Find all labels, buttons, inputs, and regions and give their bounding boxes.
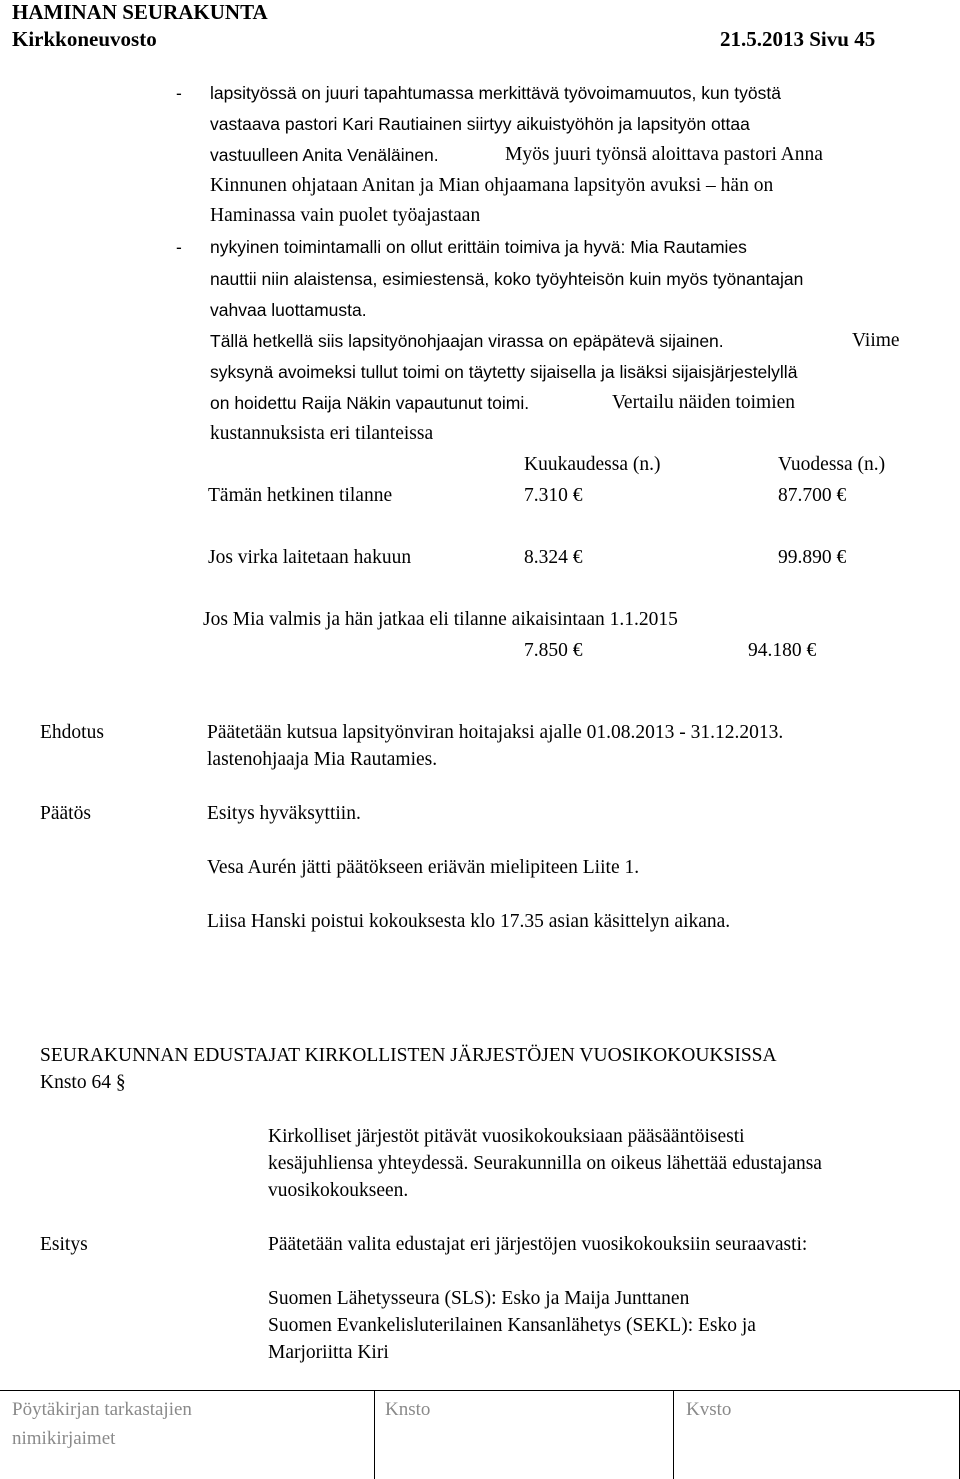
col-month-header: Kuukaudessa (n.) [524,454,661,475]
ehdotus-label: Ehdotus [40,722,104,743]
bullet-line: Viime [852,330,900,351]
note-dissent: Vesa Aurén jätti päätökseen eriävän mielipiteen Liite 1. [207,857,640,878]
bullet-line: nykyinen toimintamalli on ollut erittäin toimiva ja hyvä: Mia Rautamies [210,237,747,257]
representative-line: Suomen Evankelisluterilainen Kansanlähetys (SEKL): Esko ja [268,1315,756,1336]
cost-row-month: 7.310 € [524,485,583,506]
date-page: 21.5.2013 Sivu 45 [720,27,876,51]
section-intro-line: Kirkolliset järjestöt pitävät vuosikokouksiaan pääsääntöisesti [268,1126,745,1147]
cost-row-label: Jos virka laitetaan hakuun [208,547,412,568]
scenario-year: 94.180 € [748,640,817,661]
signature-footer [0,1390,960,1478]
cost-row-year: 99.890 € [778,547,847,568]
bullet-line: vastuulleen Anita Venäläinen. [210,145,439,165]
bullet-line: vastaava pastori Kari Rautiainen siirtyy aikuistyöhön ja lapsityön ottaa [210,114,750,134]
cost-row-month: 8.324 € [524,547,583,568]
knsto-cell [375,1391,674,1479]
bullet-line: Haminassa vain puolet työajastaan [210,205,481,226]
bullet-line: on hoidettu Raija Näkin vapautunut toimi. [210,393,530,413]
paatos-label: Päätös [40,803,91,824]
verifiers-cell [0,1391,375,1479]
note-left-meeting: Liisa Hanski poistui kokouksesta klo 17.35 asian käsittelyn aikana. [207,911,731,932]
verifiers-label-line2: nimikirjaimet [12,1428,116,1449]
bullet-line: Tällä hetkellä siis lapsityönohjaajan virassa on epäpätevä sijainen. [210,331,724,351]
bullet-dash: - [176,237,182,257]
body-name: Kirkkoneuvosto [12,27,157,51]
bullet-dash: - [176,83,182,103]
bullet-line: syksynä avoimeksi tullut toimi on täytetty sijaisella ja lisäksi sijaisjärjestelyllä [210,362,798,382]
verifiers-label-line1: Pöytäkirjan tarkastajien [12,1399,192,1420]
bullet-line: vahvaa luottamusta. [210,300,367,320]
kvsto-cell [674,1391,960,1479]
org-name: HAMINAN SEURAKUNTA [12,0,268,24]
bullet-line: lapsityössä on juuri tapahtumassa merkittävä työvoimamuutos, kun työstä [210,83,781,103]
kvsto-label: Kvsto [686,1399,732,1420]
ehdotus-line: lastenohjaaja Mia Rautamies. [207,749,438,770]
bullet-line: Myös juuri työnsä aloittava pastori Anna [505,144,823,165]
section-title: SEURAKUNNAN EDUSTAJAT KIRKOLLISTEN JÄRJESTÖJEN VUOSIKOKOUKSISSA [40,1045,777,1066]
cost-row-label: Tämän hetkinen tilanne [208,485,393,506]
bullet-line: kustannuksista eri tilanteissa [210,423,434,444]
section-number: Knsto 64 § [40,1072,126,1093]
col-year-header: Vuodessa (n.) [778,454,886,475]
section-intro-line: vuosikokoukseen. [268,1180,409,1201]
representative-line: Suomen Lähetysseura (SLS): Esko ja Maija Junttanen [268,1288,690,1309]
knsto-label: Knsto [385,1399,431,1420]
section-intro-line: kesäjuhliensa yhteydessä. Seurakunnilla on oikeus lähettää edustajansa [268,1153,822,1174]
esitys-label: Esitys [40,1234,88,1255]
cost-row-year: 87.700 € [778,485,847,506]
ehdotus-line: Päätetään kutsua lapsityönviran hoitajaksi ajalle 01.08.2013 - 31.12.2013. [207,722,784,743]
representative-line: Marjoriitta Kiri [268,1342,389,1363]
bullet-line: nauttii niin alaistensa, esimiestensä, koko työyhteisön kuin myös työnantajan [210,269,804,289]
bullet-line: Vertailu näiden toimien [612,392,796,413]
bullet-line: Kinnunen ohjataan Anitan ja Mian ohjaamana lapsityön avuksi – hän on [210,175,774,196]
scenario-text: Jos Mia valmis ja hän jatkaa eli tilanne aikaisintaan 1.1.2015 [203,609,678,630]
paatos-text: Esitys hyväksyttiin. [207,803,361,824]
scenario-month: 7.850 € [524,640,583,661]
esitys-text: Päätetään valita edustajat eri järjestöjen vuosikokouksiin seuraavasti: [268,1234,808,1255]
